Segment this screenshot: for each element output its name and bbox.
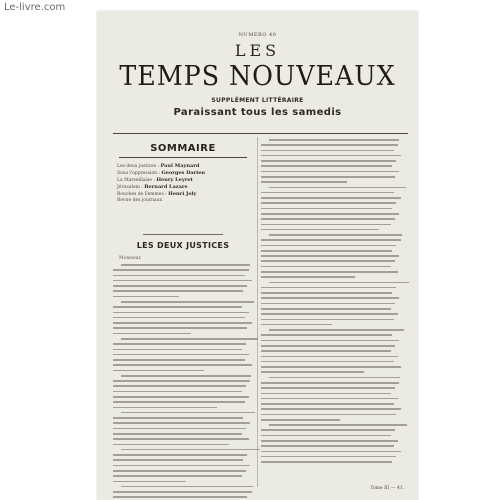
text-line [113,370,204,372]
sommaire-item-author: Paul Maynard [160,163,200,169]
masthead-rule [113,133,408,134]
text-line [113,380,250,382]
text-line [261,350,391,352]
text-line [261,213,399,215]
masthead-title: TEMPS NOUVEAUX [119,61,396,92]
text-line [113,401,245,403]
text-line [261,398,398,400]
text-line [113,433,242,435]
text-line [113,417,243,419]
text-line [261,250,392,252]
text-line [261,271,398,273]
text-line [261,435,391,437]
text-line [261,382,399,384]
text-line [261,160,396,162]
text-line [113,496,247,498]
sommaire-rule [119,157,247,158]
text-line [113,459,243,461]
text-line [261,451,401,453]
text-line [261,324,332,326]
text-line [113,354,249,356]
text-line [261,387,395,389]
text-line [261,366,401,368]
text-line [261,408,401,410]
sommaire-item-prefix: Les deux justices : [117,164,161,169]
text-line [113,317,245,319]
newspaper-page [97,11,418,500]
text-line [261,303,395,305]
text-line [261,345,395,347]
text-line [113,333,191,335]
text-line [113,269,249,271]
text-line [261,414,396,416]
text-line [269,282,409,284]
text-line [269,377,400,379]
text-line [261,371,364,373]
text-line [261,218,395,220]
sommaire-heading: SOMMAIRE [150,143,216,154]
page-footer: Tome III — 41. [370,486,404,491]
text-line [113,280,252,282]
text-line [121,338,258,340]
text-line [261,202,396,204]
text-line [261,165,392,167]
masthead-subtitle: Paraissant tous les samedis [173,107,342,118]
text-line [113,290,243,292]
text-line [113,391,242,393]
text-line [261,461,392,463]
text-line [261,255,399,257]
text-line [113,312,249,314]
sommaire-item [117,170,249,177]
text-line [261,197,401,199]
sommaire-item-author: Bernard Lazare [144,184,188,190]
watermark-text: Le-livre.com [4,2,66,13]
text-line [113,343,246,345]
text-line [261,319,394,321]
text-line [261,176,395,178]
text-line [261,229,379,231]
text-line [121,375,251,377]
text-line [261,171,399,173]
text-line [121,412,255,414]
text-line [113,475,242,477]
text-line [269,424,407,426]
sommaire-item-prefix: Jérusalem : [117,185,145,190]
text-line [261,340,399,342]
text-line [261,155,401,157]
text-line [113,396,249,398]
text-line [113,470,246,472]
text-line [261,260,395,262]
text-line [113,422,250,424]
text-line [261,276,355,278]
sommaire-item [117,198,249,204]
sommaire-item-prefix: Revue des journaux [117,198,163,203]
sommaire-list [113,163,253,204]
text-line [261,356,398,358]
text-line [113,465,250,467]
text-line [113,327,247,329]
text-line [269,139,399,141]
text-line [261,144,398,146]
left-column [113,139,253,500]
text-line [261,292,392,294]
text-line [113,285,247,287]
text-line [261,361,394,363]
text-line [261,287,396,289]
text-line [261,313,398,315]
text-line [261,181,347,183]
text-line [261,456,396,458]
text-line [261,266,391,268]
text-line [269,329,404,331]
sommaire-item-author: Georges Darien [161,170,206,176]
text-line [261,239,401,241]
text-line [113,322,252,324]
text-line [113,296,179,298]
section-separator [143,234,223,235]
text-line [261,245,396,247]
masthead [97,11,418,141]
text-line [113,444,229,446]
masthead-les: LES [234,41,281,60]
text-line [113,349,242,351]
sommaire-item-author: Henri Joly [168,191,197,197]
text-line [261,429,395,431]
text-line [113,364,252,366]
text-line [269,187,406,189]
text-line [113,438,249,440]
text-line [113,428,246,430]
sommaire-item-author: Henry Leyret [156,177,193,183]
text-line [121,301,254,303]
text-line [113,385,246,387]
masthead-supplement: SUPPLÉMENT LITTÉRAIRE [211,97,304,104]
article-salutation: Monsieur, [119,256,142,261]
text-line [261,403,394,405]
right-column [261,139,402,466]
text-line [261,297,399,299]
text-line [113,454,247,456]
text-line [261,150,394,152]
sommaire-item [117,191,249,198]
text-line [261,334,392,336]
text-line [261,308,391,310]
issue-number: NUMÉRO 40 [238,32,277,38]
sommaire-item-prefix: Bouches de Femmes : [117,192,169,197]
text-line [261,208,392,210]
text-line [121,449,260,451]
text-line [261,393,391,395]
text-line [261,419,340,421]
text-line [113,359,245,361]
text-line [261,192,394,194]
sommaire-item [117,163,249,170]
sommaire-item-prefix: Sous l'oppression : [117,171,162,176]
text-line [113,306,242,308]
sommaire-item-prefix: La Marseillaise : [117,178,157,183]
text-line [121,264,250,266]
sommaire-item [117,184,249,191]
text-line [113,481,186,483]
text-line [261,224,391,226]
sommaire-item [117,177,249,184]
text-line [261,445,394,447]
article-heading: LES DEUX JUSTICES [136,241,230,250]
text-line [261,440,398,442]
article-body-left [113,264,253,500]
column-divider [257,137,258,487]
text-line [113,491,252,493]
article-body-right [261,139,402,463]
text-line [269,234,402,236]
text-line [121,486,253,488]
text-line [113,275,245,277]
text-line [113,407,217,409]
